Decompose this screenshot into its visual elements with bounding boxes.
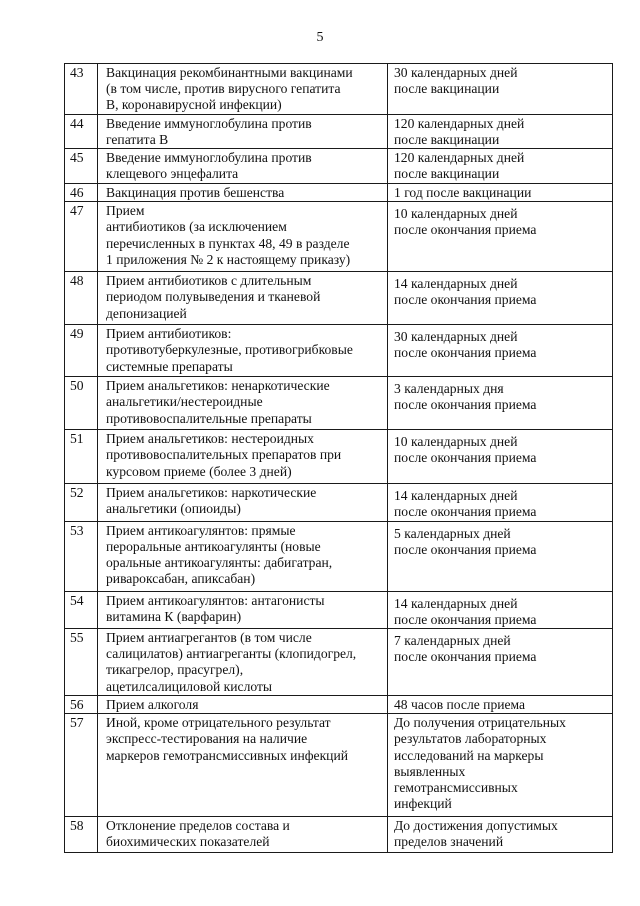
period-line: До достижения допустимых xyxy=(394,818,558,834)
page-number: 5 xyxy=(316,30,324,45)
row-description xyxy=(98,629,388,696)
table-row xyxy=(65,629,613,696)
table-row xyxy=(65,430,613,484)
contraindications-table xyxy=(64,63,613,853)
row-description xyxy=(98,202,388,272)
period-line: после окончания приема xyxy=(394,504,537,520)
table-row xyxy=(65,696,613,714)
row-period xyxy=(388,64,613,115)
row-period xyxy=(388,430,613,484)
row-description xyxy=(98,591,388,628)
period-line: после окончания приема xyxy=(394,345,537,361)
row-period xyxy=(388,272,613,325)
table-row xyxy=(65,377,613,430)
description-line: Вакцинация рекомбинантными вакцинами xyxy=(106,65,353,80)
row-number: 55 xyxy=(65,629,98,696)
description-line: В, коронавирусной инфекции) xyxy=(106,97,282,113)
description-line: Прием антибиотиков с длительным xyxy=(106,273,312,289)
table-row xyxy=(65,325,613,377)
description-line: Прием антиагрегантов (в том числе xyxy=(106,630,312,646)
table-row xyxy=(65,64,613,115)
table-row xyxy=(65,591,613,628)
row-number: 44 xyxy=(65,114,98,148)
description-line: (в том числе, против вирусного гепатита xyxy=(106,81,341,97)
period-line: после вакцинации xyxy=(394,166,500,182)
description-line: анальгетики/нестероидные xyxy=(106,394,263,410)
row-description xyxy=(98,64,388,115)
description-line: противовоспалительных препаратов при xyxy=(106,447,342,463)
row-number: 48 xyxy=(65,272,98,325)
period-line: 3 календарных дня xyxy=(394,381,504,397)
row-number: 46 xyxy=(65,184,98,202)
period-line: выявленных xyxy=(394,763,466,779)
description-line: Прием xyxy=(106,203,145,219)
description-line: Иной, кроме отрицательного результат xyxy=(106,715,331,731)
description-line: анальгетики (опиоиды) xyxy=(106,501,241,517)
period-line: 10 календарных дней xyxy=(394,206,518,222)
description-line: Прием анальгетиков: нестероидных xyxy=(106,431,314,447)
description-line: тикагрелор, прасугрел), xyxy=(106,662,244,678)
row-number: 57 xyxy=(65,714,98,817)
row-description xyxy=(98,149,388,184)
description-line: перечисленных в пунктах 48, 49 в разделе xyxy=(106,235,350,251)
row-period xyxy=(388,184,613,202)
row-period xyxy=(388,629,613,696)
description-line: Введение иммуноглобулина против xyxy=(106,150,312,166)
description-line: биохимических показателей xyxy=(106,834,270,850)
period-line: 5 календарных дней xyxy=(394,525,511,541)
row-description xyxy=(98,325,388,377)
table-row xyxy=(65,714,613,817)
period-line: 7 календарных дней xyxy=(394,633,511,649)
row-number: 54 xyxy=(65,591,98,628)
description-line: системные препараты xyxy=(106,358,233,374)
row-number: 47 xyxy=(65,202,98,272)
row-number: 58 xyxy=(65,817,98,853)
description-line: салицилатов) антиагреганты (клопидогрел, xyxy=(106,646,357,662)
row-number: 43 xyxy=(65,64,98,115)
row-description xyxy=(98,430,388,484)
table-row xyxy=(65,521,613,591)
row-description xyxy=(98,377,388,430)
table-row xyxy=(65,202,613,272)
row-number: 49 xyxy=(65,325,98,377)
row-period xyxy=(388,817,613,853)
period-line: 14 календарных дней xyxy=(394,276,518,292)
period-line: после окончания приема xyxy=(394,450,537,466)
description-line: Прием антикоагулянтов: антагонисты xyxy=(106,592,325,608)
period-line: 30 календарных дней xyxy=(394,329,518,345)
description-line: Вакцинация против бешенства xyxy=(106,185,285,201)
description-line: антибиотиков (за исключением xyxy=(106,219,287,235)
table-row xyxy=(65,484,613,521)
period-line: До получения отрицательных xyxy=(394,715,566,731)
description-line: Прием антикоагулянтов: прямые xyxy=(106,522,296,538)
period-line: 120 календарных дней xyxy=(394,150,525,166)
description-line: противотуберкулезные, противогрибковые xyxy=(106,342,353,358)
row-description xyxy=(98,817,388,853)
row-description xyxy=(98,184,388,202)
row-period xyxy=(388,591,613,628)
row-description xyxy=(98,521,388,591)
row-number: 52 xyxy=(65,484,98,521)
row-period xyxy=(388,325,613,377)
description-line: Прием анальгетиков: ненаркотические xyxy=(106,378,330,394)
row-description xyxy=(98,114,388,148)
description-line: ацетилсалициловой кислоты xyxy=(106,678,273,694)
period-line: инфекций xyxy=(394,796,452,812)
period-line: 120 календарных дней xyxy=(394,115,525,131)
contraindications-table-wrapper xyxy=(64,63,612,853)
description-line: экспресс-тестирования на наличие xyxy=(106,731,308,747)
period-line: гемотрансмиссивных xyxy=(394,780,518,796)
description-line: Введение иммуноглобулина против xyxy=(106,115,312,131)
table-body xyxy=(65,64,613,853)
period-line: пределов значений xyxy=(394,834,504,850)
description-line: клещевого энцефалита xyxy=(106,166,239,182)
period-line: после вакцинации xyxy=(394,81,500,97)
description-line: депонизацией xyxy=(106,305,187,321)
table-row xyxy=(65,272,613,325)
row-number: 45 xyxy=(65,149,98,184)
period-line: 10 календарных дней xyxy=(394,434,518,450)
row-description xyxy=(98,484,388,521)
row-number: 53 xyxy=(65,521,98,591)
period-line: результатов лабораторных xyxy=(394,731,547,747)
period-line: после окончания приема xyxy=(394,397,537,413)
row-period xyxy=(388,696,613,714)
table-row xyxy=(65,184,613,202)
table-row xyxy=(65,149,613,184)
period-line: 48 часов после приема xyxy=(394,697,526,713)
description-line: Прием анальгетиков: наркотические xyxy=(106,485,317,501)
period-line: 14 календарных дней xyxy=(394,595,518,611)
period-line: 1 год после вакцинации xyxy=(394,185,532,201)
row-period xyxy=(388,521,613,591)
description-line: Прием алкоголя xyxy=(106,697,199,713)
row-number: 56 xyxy=(65,696,98,714)
period-line: после окончания приема xyxy=(394,222,537,238)
period-line: после окончания приема xyxy=(394,292,537,308)
period-line: после окончания приема xyxy=(394,611,537,627)
table-row xyxy=(65,817,613,853)
description-line: оральные антикоагулянты: дабигатран, xyxy=(106,555,333,571)
description-line: 1 приложения № 2 к настоящему приказу) xyxy=(106,251,351,267)
row-number: 51 xyxy=(65,430,98,484)
description-line: курсовом приеме (более 3 дней) xyxy=(106,463,292,479)
description-line: ривароксабан, апиксабан) xyxy=(106,571,256,587)
description-line: пероральные антикоагулянты (новые xyxy=(106,538,321,554)
row-description xyxy=(98,714,388,817)
period-line: 14 календарных дней xyxy=(394,488,518,504)
period-line: после окончания приема xyxy=(394,541,537,557)
row-period xyxy=(388,484,613,521)
description-line: периодом полувыведения и тканевой xyxy=(106,289,321,305)
row-period xyxy=(388,202,613,272)
row-period xyxy=(388,714,613,817)
description-line: Прием антибиотиков: xyxy=(106,326,232,342)
row-number: 50 xyxy=(65,377,98,430)
period-line: после вакцинации xyxy=(394,131,500,147)
description-line: гепатита В xyxy=(106,131,169,147)
row-description xyxy=(98,696,388,714)
table-row xyxy=(65,114,613,148)
description-line: противовоспалительные препараты xyxy=(106,410,312,426)
row-period xyxy=(388,149,613,184)
description-line: маркеров гемотрансмиссивных инфекций xyxy=(106,747,349,763)
description-line: Отклонение пределов состава и xyxy=(106,818,290,834)
period-line: исследований на маркеры xyxy=(394,747,544,763)
period-line: после окончания приема xyxy=(394,649,537,665)
row-description xyxy=(98,272,388,325)
row-period xyxy=(388,377,613,430)
description-line: витамина К (варфарин) xyxy=(106,608,242,624)
period-line: 30 календарных дней xyxy=(394,65,518,80)
row-period xyxy=(388,114,613,148)
